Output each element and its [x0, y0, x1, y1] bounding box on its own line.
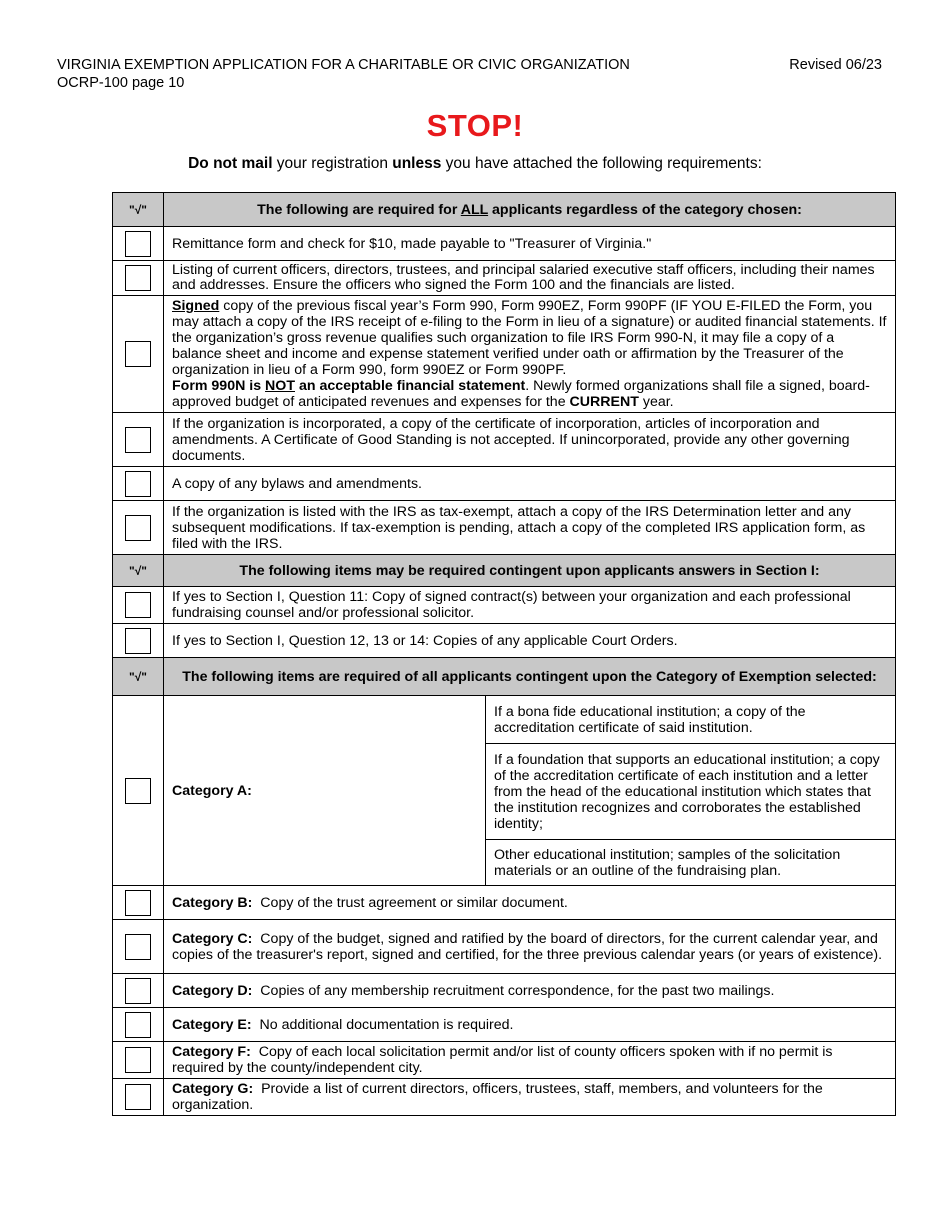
checkbox-category-a[interactable]: [125, 778, 151, 804]
category-e-desc: No additional documentation is required.: [251, 1016, 514, 1033]
signed-emphasis: Signed: [172, 298, 220, 314]
table-row: [113, 296, 896, 413]
checkbox-category-e[interactable]: [125, 1012, 151, 1038]
financial-text2: . Newly formed organizations shall file a signed, board-approved budget of anticipated revenues and expenses for the: [172, 378, 870, 410]
table-row: [113, 467, 896, 501]
category-f-text: [164, 1042, 896, 1079]
category-g-label: Category G:: [172, 1081, 254, 1097]
intro-text: [0, 155, 950, 173]
checkbox-cell: [113, 886, 164, 920]
category-d-text: [164, 974, 896, 1008]
checkbox-remittance[interactable]: [125, 231, 151, 257]
category-b-text: [164, 886, 896, 920]
requirement-text: Listing of current officers, directors, trustees, and principal salaried executive staff officers, including their names and addresses. Ensure the officers who signed the Form 100 and the financials are listed.: [164, 261, 896, 296]
checkbox-cell: [113, 1008, 164, 1042]
requirements-table: [112, 192, 896, 1116]
table-row: [113, 886, 896, 920]
form-title: VIRGINIA EXEMPTION APPLICATION FOR A CHARITABLE OR CIVIC ORGANIZATION: [57, 57, 630, 73]
table-row: [113, 920, 896, 974]
table-row: [113, 974, 896, 1008]
category-a-row: [113, 696, 896, 744]
financial-text3: year.: [638, 394, 674, 410]
checkbox-cell: [113, 296, 164, 413]
category-f-desc: Copy of each local solicitation permit and/or list of county officers spoken with if no permit is required by the county/independent city.: [172, 1044, 837, 1076]
requirement-text: Remittance form and check for $10, made payable to "Treasurer of Virginia.": [164, 227, 896, 261]
section3-header-row: [113, 658, 896, 696]
checkbox-cell: [113, 696, 164, 886]
checkbox-cell: [113, 467, 164, 501]
form-page-number: OCRP-100 page 10: [57, 75, 185, 91]
category-a-option-3: Other educational institution; samples of the solicitation materials or an outline of the fundraising plan.: [486, 840, 896, 886]
checkbox-bylaws[interactable]: [125, 471, 151, 497]
intro-part4: you have attached the following requirements:: [441, 155, 762, 172]
category-c-desc: Copy of the budget, signed and ratified by the board of directors, for the current calendar year, and copies of the treasurer's report, signed and certified, for the three previous calendar years (or years of existence).: [172, 930, 883, 963]
checkbox-cell: [113, 920, 164, 974]
table-row: [113, 624, 896, 658]
checkbox-cell: [113, 1042, 164, 1079]
checkbox-cell: [113, 261, 164, 296]
checkbox-court-orders[interactable]: [125, 628, 151, 654]
section1-header-a: The following are required for: [257, 201, 461, 218]
check-column-header: "√": [113, 555, 164, 587]
checkbox-cell: [113, 413, 164, 467]
check-column-header: "√": [113, 658, 164, 696]
financial-text1: copy of the previous fiscal year’s Form 990, Form 990EZ, Form 990PF (IF YOU E-FILED the Form, you may attach a copy of the IRS receipt of e-filing to the Form in lieu of a signature) or audited financial statements. If the organization’s gross revenue qualifies such organization to file IRS Form 990-N, it may file a copy of a balance sheet and income and expense statement verified under oath or affirmation by the Treasurer of the organization in lieu of a Form 990, form 990EZ or Form 990PF.: [172, 298, 887, 378]
checkbox-category-g[interactable]: [125, 1084, 151, 1110]
table-row: [113, 501, 896, 555]
category-g-desc: Provide a list of current directors, officers, trustees, staff, members, and volunteers for the organization.: [172, 1081, 827, 1113]
section3-header: The following items are required of all applicants contingent upon the Category of Exemption selected:: [164, 658, 896, 696]
checkbox-category-f[interactable]: [125, 1047, 151, 1073]
intro-part2: your registration: [272, 155, 393, 172]
category-d-label: Category D:: [172, 982, 253, 999]
section1-header-row: [113, 193, 896, 227]
category-g-text: [164, 1079, 896, 1116]
checkbox-cell: [113, 227, 164, 261]
table-row: [113, 227, 896, 261]
requirement-text: If the organization is listed with the IRS as tax-exempt, attach a copy of the IRS Determination letter and any subsequent modifications. If tax-exemption is pending, attach a copy of the completed IRS application form, as filed with the IRS.: [164, 501, 896, 555]
checkbox-category-c[interactable]: [125, 934, 151, 960]
checkbox-category-d[interactable]: [125, 978, 151, 1004]
checkbox-cell: [113, 587, 164, 624]
checkbox-category-b[interactable]: [125, 890, 151, 916]
requirement-text: If yes to Section I, Question 12, 13 or 14: Copies of any applicable Court Orders.: [164, 624, 896, 658]
checkbox-financial[interactable]: [125, 341, 151, 367]
table-row: [113, 1079, 896, 1116]
section1-header: [164, 193, 896, 227]
category-d-desc: Copies of any membership recruitment correspondence, for the past two mailings.: [252, 982, 775, 999]
table-row: [113, 261, 896, 296]
intro-do-not-mail: Do not mail: [188, 155, 273, 172]
checkbox-cell: [113, 501, 164, 555]
table-row: [113, 413, 896, 467]
checkbox-contracts[interactable]: [125, 592, 151, 618]
intro-unless: unless: [392, 155, 442, 172]
check-column-header: "√": [113, 193, 164, 227]
section1-header-c: applicants regardless of the category chosen:: [488, 201, 802, 218]
category-e-text: [164, 1008, 896, 1042]
document-header: [57, 56, 630, 92]
section2-header-row: [113, 555, 896, 587]
not-emphasis: NOT: [265, 378, 295, 394]
checkbox-officers[interactable]: [125, 265, 151, 291]
current-emphasis: CURRENT: [569, 394, 639, 410]
requirement-text: If yes to Section I, Question 11: Copy of signed contract(s) between your organization and each professional fundraising counsel and/or professional solicitor.: [164, 587, 896, 624]
table-row: [113, 1042, 896, 1079]
financial-statement-text: an acceptable financial statement: [295, 378, 526, 394]
section2-header: The following items may be required contingent upon applicants answers in Section I:: [164, 555, 896, 587]
table-row: [113, 1008, 896, 1042]
requirement-text: If the organization is incorporated, a copy of the certificate of incorporation, articles of incorporation and amendments. A Certificate of Good Standing is not accepted. If unincorporated, provide any other governing documents.: [164, 413, 896, 467]
category-f-label: Category F:: [172, 1044, 251, 1060]
category-e-label: Category E:: [172, 1016, 252, 1033]
revision-date: Revised 06/23: [789, 57, 882, 73]
checkbox-cell: [113, 1079, 164, 1116]
category-b-desc: Copy of the trust agreement or similar document.: [252, 894, 568, 911]
category-c-text: [164, 920, 896, 974]
form990n-text: Form 990N is: [172, 378, 266, 394]
section1-header-all: ALL: [460, 201, 489, 218]
stop-heading: STOP!: [426, 108, 524, 143]
checkbox-cell: [113, 624, 164, 658]
category-a-option-1: If a bona fide educational institution; a copy of the accreditation certificate of said institution.: [486, 696, 896, 744]
requirement-text: A copy of any bylaws and amendments.: [164, 467, 896, 501]
category-a-label: Category A:: [164, 696, 486, 886]
checkbox-irs-letter[interactable]: [125, 515, 151, 541]
checkbox-incorporation[interactable]: [125, 427, 151, 453]
table-row: [113, 587, 896, 624]
checkbox-cell: [113, 974, 164, 1008]
category-b-label: Category B:: [172, 894, 253, 911]
requirement-text-financial: [164, 296, 896, 413]
category-c-label: Category C:: [172, 930, 253, 947]
category-a-option-2: If a foundation that supports an educational institution; a copy of the accreditation certificate of each institution and a letter from the head of the educational institution which states that the institution recognizes and corroborates the established identity;: [486, 744, 896, 840]
